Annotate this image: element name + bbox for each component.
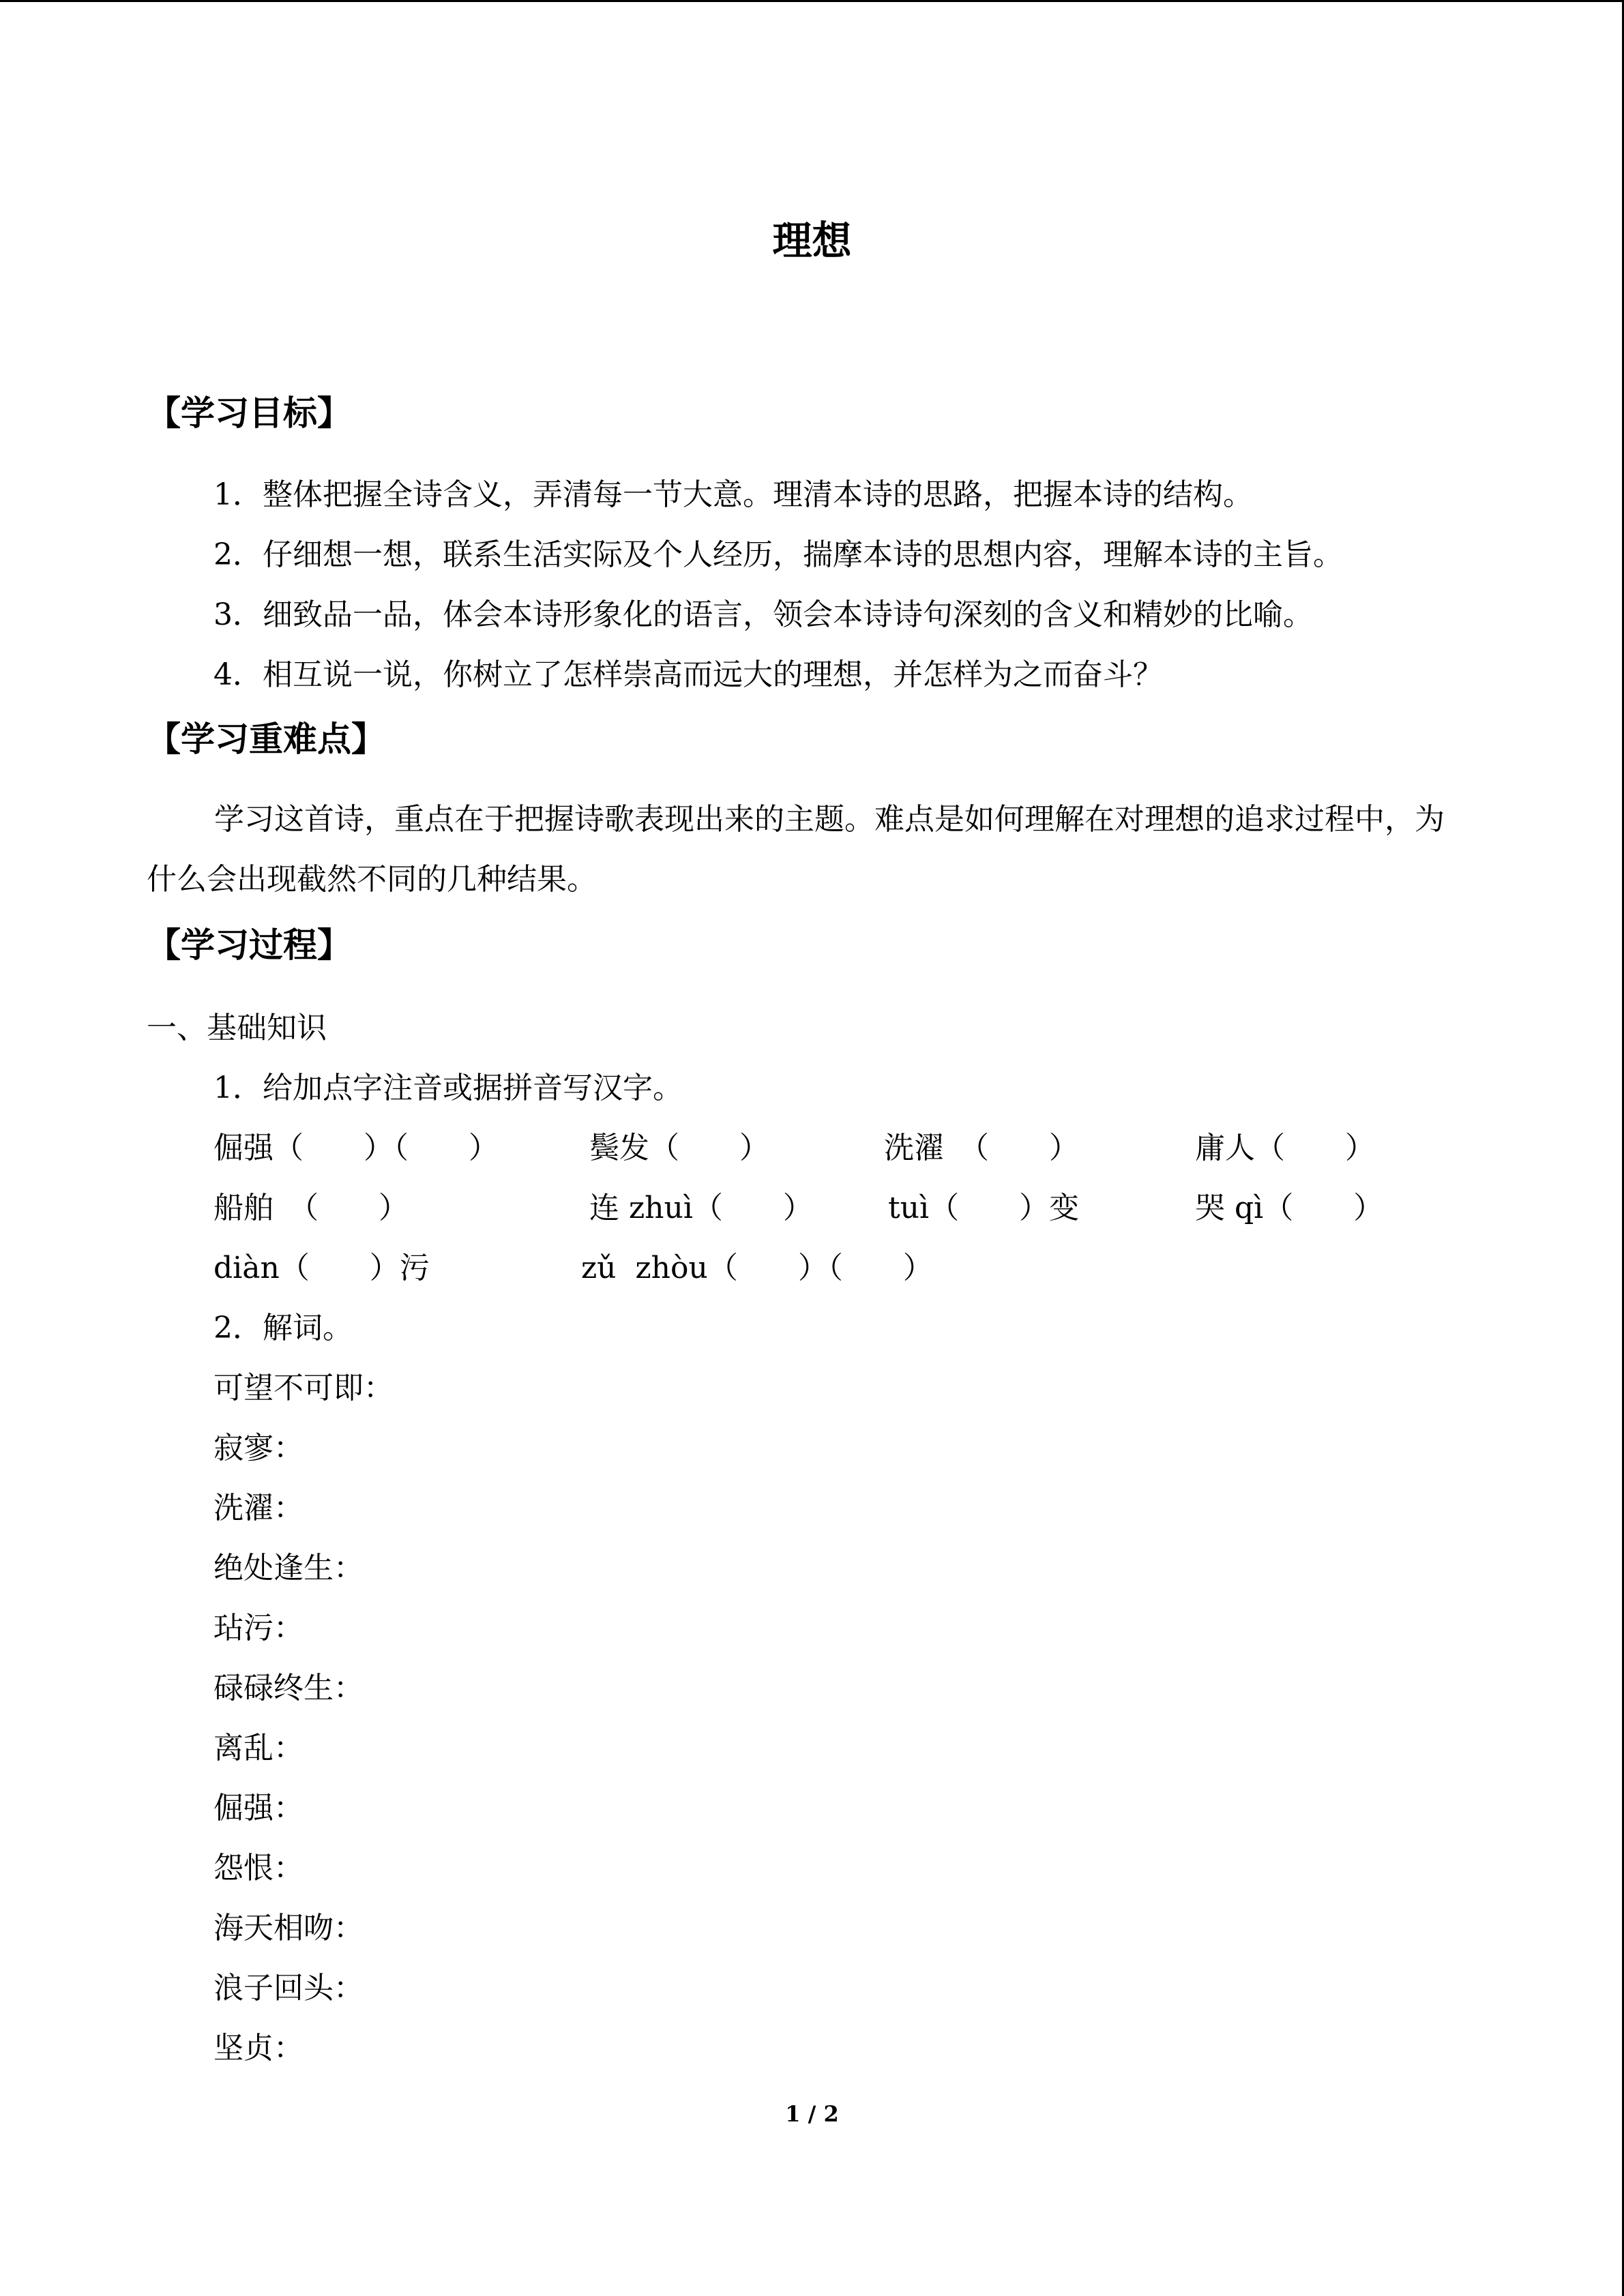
term-item: 坚贞： xyxy=(213,2031,304,2066)
term-item: 倔强： xyxy=(213,1791,304,1825)
question-one: 1．给加点字注音或据拼音写汉字。 xyxy=(213,1071,683,1105)
term-item: 玷污： xyxy=(213,1611,304,1645)
objective-item: 2．仔细想一想，联系生活实际及个人经历，揣摩本诗的思想内容，理解本诗的主旨。 xyxy=(213,537,1343,572)
term-item: 海天相吻： xyxy=(213,1911,364,1945)
objective-item: 4．相互说一说，你树立了怎样崇高而远大的理想，并怎样为之而奋斗？ xyxy=(213,657,1163,692)
pinyin-cell: 鬓发（ ） xyxy=(589,1131,769,1165)
term-item: 浪子回头： xyxy=(213,1971,364,2006)
page-title: 理想 xyxy=(772,218,852,264)
key-points-text: 学习这首诗，重点在于把握诗歌表现出来的主题。难点是如何理解在对理想的追求过程中，为什么会出现截然不同的几种结果。 xyxy=(147,802,1445,897)
pinyin-cell: zǔ zhòu（ ）（ ） xyxy=(581,1251,933,1285)
term-item: 绝处逢生： xyxy=(213,1551,364,1585)
pinyin-row xyxy=(0,1244,1624,1293)
pinyin-cell: 哭 qì（ ） xyxy=(1195,1191,1384,1225)
question-two: 2．解词。 xyxy=(213,1311,353,1345)
key-points-heading: 【学习重难点】 xyxy=(147,719,385,759)
term-item: 洗濯： xyxy=(213,1491,304,1525)
page-number: 1 / 2 xyxy=(785,2101,839,2127)
term-item: 可望不可即： xyxy=(213,1371,394,1405)
top-border xyxy=(0,0,1624,2)
pinyin-cell: 庸人（ ） xyxy=(1195,1131,1375,1165)
process-heading: 【学习过程】 xyxy=(147,925,351,965)
term-item: 碌碌终生： xyxy=(213,1671,364,1705)
objective-item: 3．细致品一品，体会本诗形象化的语言，领会本诗诗句深刻的含义和精妙的比喻。 xyxy=(213,597,1313,632)
term-item: 寂寥： xyxy=(213,1431,304,1465)
pinyin-cell: 洗濯 （ ） xyxy=(884,1131,1079,1165)
term-item: 离乱： xyxy=(213,1731,304,1765)
pinyin-cell: 船舶 （ ） xyxy=(213,1191,409,1225)
pinyin-cell: tuì（ ）变 xyxy=(888,1191,1080,1225)
pinyin-cell: 倔强（ ）（ ） xyxy=(213,1131,499,1165)
pinyin-row xyxy=(0,1124,1624,1173)
part-one-label: 一、基础知识 xyxy=(147,1011,327,1045)
objectives-heading: 【学习目标】 xyxy=(147,393,351,433)
pinyin-cell: 连 zhuì（ ） xyxy=(589,1191,813,1225)
pinyin-cell: diàn（ ）污 xyxy=(213,1251,430,1285)
pinyin-row xyxy=(0,1184,1624,1233)
term-item: 怨恨： xyxy=(213,1851,304,1885)
objective-item: 1．整体把握全诗含义，弄清每一节大意。理清本诗的思路，把握本诗的结构。 xyxy=(213,477,1253,512)
